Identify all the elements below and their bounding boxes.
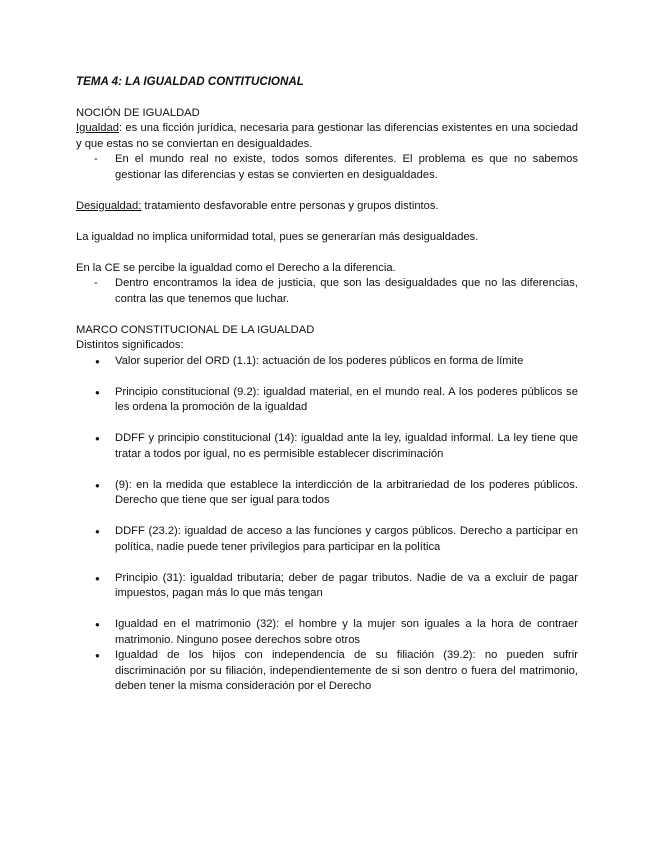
- igualdad-definition: [76, 121, 578, 152]
- ce-dash-list: [76, 276, 578, 307]
- list-item: ● DDFF (23.2): igualdad de acceso a las funciones y cargos públicos. Derecho a participar en política, nadie puede tener privilegios para participar en la política: [76, 524, 578, 555]
- desigualdad-term: Desigualdad:: [76, 199, 142, 212]
- document-page: [76, 74, 578, 695]
- ce-paragraph: En la CE se percibe la igualdad como el Derecho a la diferencia.: [76, 261, 396, 274]
- marco-bullet-list: [76, 354, 578, 695]
- marco-intro: Distintos significados:: [76, 339, 184, 351]
- desigualdad-definition-text: tratamiento desfavorable entre personas y grupos distintos.: [141, 199, 439, 212]
- list-item: ● Valor superior del ORD (1.1): actuación de los poderes públicos en forma de límite: [76, 354, 578, 370]
- list-item: ● (9): en la medida que establece la interdicción de la arbitrariedad de los poderes públicos. Derecho que tiene que ser igual para todos: [76, 478, 578, 509]
- section-heading-nocion: NOCIÓN DE IGUALDAD: [76, 106, 200, 119]
- list-item: - Dentro encontramos la idea de justicia, que son las desigualdades que no las diferencias, contra las que tenemos que luchar.: [76, 276, 578, 307]
- igualdad-definition-text: : es una ficción jurídica, necesaria para gestionar las diferencias existentes en una sociedad y que estas no se conviertan en desigualdades.: [76, 122, 578, 150]
- desigualdad-definition: [76, 199, 578, 215]
- igualdad-term: Igualdad: [76, 122, 119, 134]
- list-item: ● Principio (31): igualdad tributaria; deber de pagar tributos. Nadie de va a excluir de pagar impuestos, pagan más lo que más tengan: [76, 571, 578, 602]
- list-item: ● DDFF y principio constitucional (14): igualdad ante la ley, igualdad informal. La ley tiene que tratar a todos por igual, no es permisible establecer discriminación: [76, 431, 578, 462]
- uniformidad-paragraph: La igualdad no implica uniformidad total, pues se generarían más desigualdades.: [76, 230, 479, 243]
- list-item: ● Igualdad en el matrimonio (32): el hombre y la mujer son iguales a la hora de contraer matrimonio. Ninguno posee derechos sobre otros: [76, 617, 578, 648]
- section-heading-marco: MARCO CONSTITUCIONAL DE LA IGUALDAD: [76, 323, 315, 336]
- list-item: ● Igualdad de los hijos con independencia de su filiación (39.2): no pueden sufrir discriminación por su filiación, independientemente de si son dentro o fuera del matrimonio, deben tener la misma consideración por el Derecho: [76, 648, 578, 695]
- list-item: ● Principio constitucional (9.2): igualdad material, en el mundo real. A los poderes públicos se les ordena la promoción de la igualdad: [76, 385, 578, 416]
- document-title: TEMA 4: LA IGUALDAD CONTITUCIONAL: [76, 75, 304, 88]
- list-item: - En el mundo real no existe, todos somos diferentes. El problema es que no sabemos gestionar las diferencias y estas se convierten en desigualdades.: [76, 152, 578, 183]
- igualdad-dash-list: [76, 152, 578, 183]
